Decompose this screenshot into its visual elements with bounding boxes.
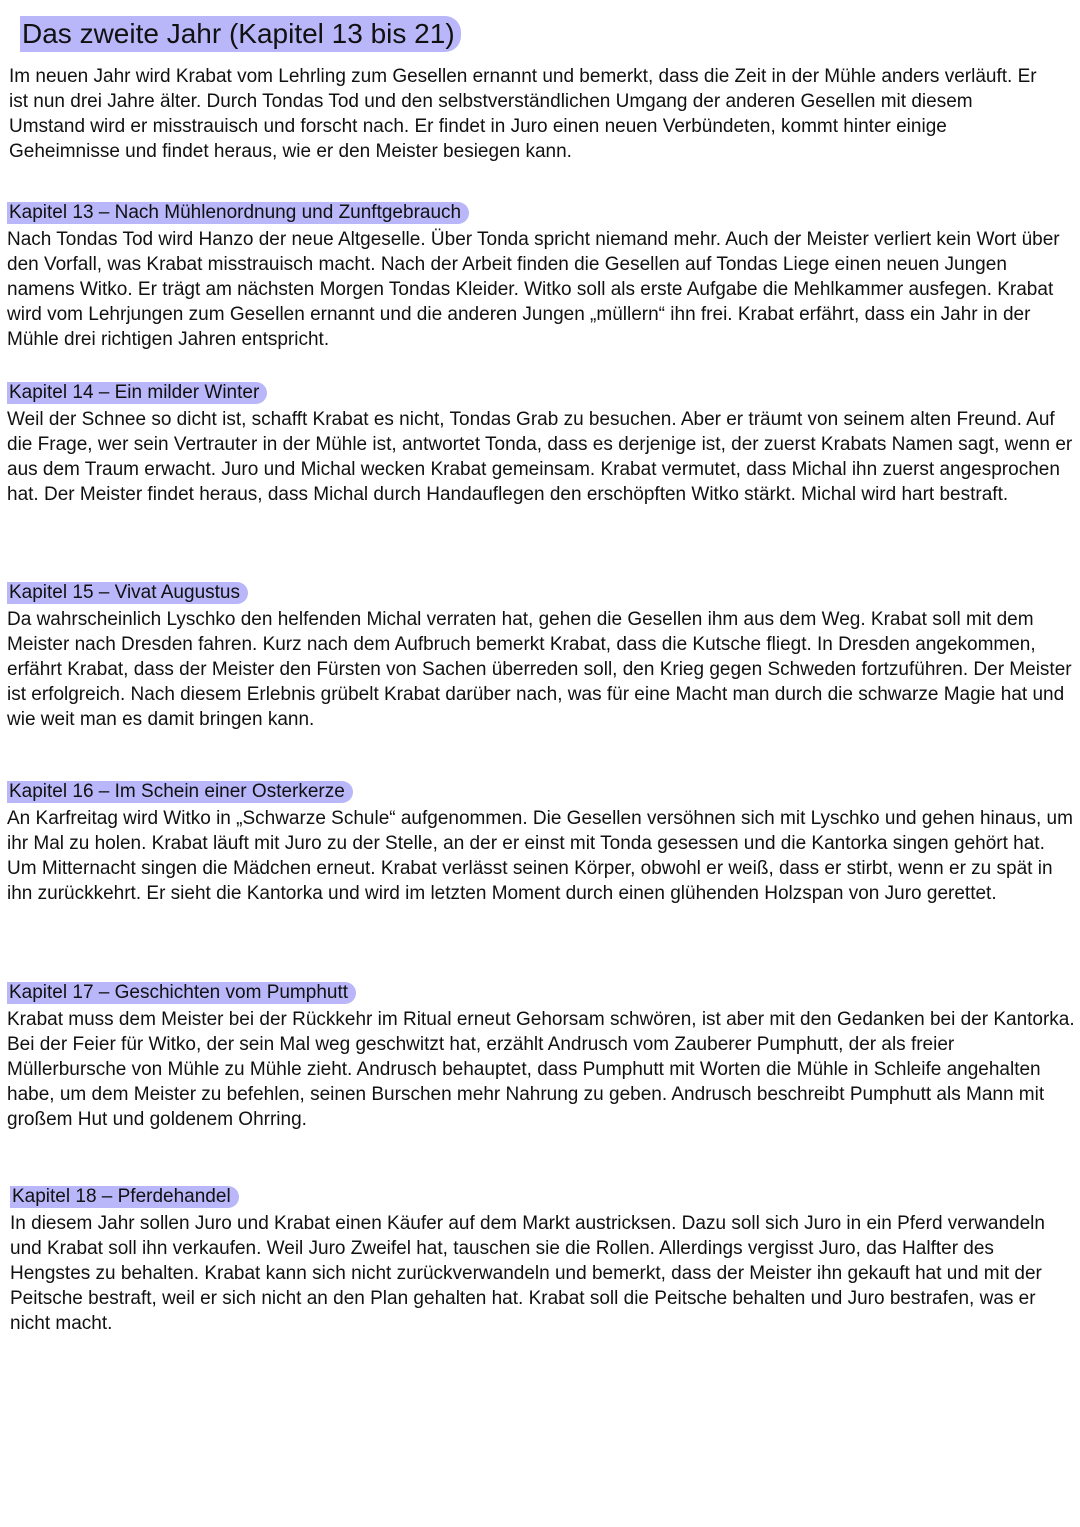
chapter-16-text: An Karfreitag wird Witko in „Schwarze Schule“ aufgenommen. Die Gesellen versöhnen sich mit Lyschko und gehen hinaus, um ihr Mal zu holen. Krabat läuft mit Juro zu der Stelle, an der er einst mit Tonda gesessen und die Kantorka singen gehört hat. Um Mitternacht singen die Mädchen erneut. Krabat verlässt seinen Körper, obwohl er weiß, dass er stirbt, wenn er zu spät in ihn zurückkehrt. Er sieht die Kantorka und wird im letzten Moment durch einen glühenden Holzspan von Juro gerettet. (7, 808, 1073, 904)
chapter-16-section (7, 781, 1075, 906)
chapter-13-title: Kapitel 13 – Nach Mühlenordnung und Zunftgebrauch (7, 202, 469, 224)
chapter-13-text: Nach Tondas Tod wird Hanzo der neue Altgeselle. Über Tonda spricht niemand mehr. Auch der Meister verliert kein Wort über den Vorfall, was Krabat misstrauisch macht. Nach der Arbeit finden die Gesellen auf Tondas Liege einen neuen Jungen namens Witko. Er trägt am nächsten Morgen Tondas Kleider. Witko soll als erste Aufgabe die Mehlkammer ausfegen. Krabat wird vom Lehrjungen zum Gesellen ernannt und die anderen Jungen „müllern“ ihn frei. Krabat erfährt, dass ein Jahr in der Mühle drei richtigen Jahren entspricht. (7, 229, 1060, 350)
chapter-18-section (10, 1186, 1060, 1336)
page-title: Das zweite Jahr (Kapitel 13 bis 21) (20, 16, 461, 52)
chapter-18-title: Kapitel 18 – Pferdehandel (10, 1186, 239, 1208)
chapter-17-section (7, 982, 1075, 1132)
chapter-14-title: Kapitel 14 – Ein milder Winter (7, 382, 267, 404)
chapter-15-section (7, 582, 1075, 732)
chapter-14-section (7, 382, 1075, 507)
chapter-13-section (7, 202, 1075, 352)
chapter-15-text: Da wahrscheinlich Lyschko den helfenden Michal verraten hat, gehen die Gesellen ihm aus dem Weg. Krabat soll mit dem Meister nach Dresden fahren. Kurz nach dem Aufbruch bemerkt Krabat, dass die Kutsche fliegt. In Dresden angekommen, erfährt Krabat, dass der Meister den Fürsten von Sachen überreden soll, den Krieg gegen Schweden fortzuführen. Der Meister ist erfolgreich. Nach diesem Erlebnis grübelt Krabat darüber nach, was für eine Macht man durch die schwarze Magie hat und wie weit man es damit bringen kann. (7, 609, 1072, 730)
chapter-17-text: Krabat muss dem Meister bei der Rückkehr im Ritual erneut Gehorsam schwören, ist aber mit den Gedanken bei der Kantorka. Bei der Feier für Witko, der sein Mal weg geschwitzt hat, erzählt Andrusch vom Zauberer Pumphutt, der als freier Müllerbursche von Mühle zu Mühle zieht. Andrusch behauptet, dass Pumphutt mit Worten die Mühle in Schleife angehalten habe, um dem Meister zu befehlen, seinen Burschen mehr Nahrung zu geben. Andrusch beschreibt Pumphutt als Mann mit großem Hut und goldenem Ohrring. (7, 1009, 1075, 1130)
chapter-14-text: Weil der Schnee so dicht ist, schafft Krabat es nicht, Tondas Grab zu besuchen. Aber er träumt von seinem alten Freund. Auf die Frage, wer sein Vertrauter in der Mühle ist, antwortet Tonda, dass es derjenige ist, der zuerst Krabats Namen sagt, wenn er aus dem Traum erwacht. Juro und Michal wecken Krabat gemeinsam. Krabat vermutet, dass Michal ihn zuerst angesprochen hat. Der Meister findet heraus, dass Michal durch Handauflegen den erschöpften Witko stärkt. Michal wird hart bestraft. (7, 409, 1073, 505)
chapter-16-title: Kapitel 16 – Im Schein einer Osterkerze (7, 781, 353, 803)
chapter-17-title: Kapitel 17 – Geschichten vom Pumphutt (7, 982, 356, 1004)
intro-paragraph: Im neuen Jahr wird Krabat vom Lehrling zum Gesellen ernannt und bemerkt, dass die Zeit in der Mühle anders verläuft. Er ist nun drei Jahre älter. Durch Tondas Tod und den selbstverständlichen Umgang der anderen Gesellen mit diesem Umstand wird er misstrauisch und forscht nach. Er findet in Juro einen neuen Verbündeten, kommt hinter einige Geheimnisse und findet heraus, wie er den Meister besiegen kann. (9, 66, 1037, 162)
chapter-15-title: Kapitel 15 – Vivat Augustus (7, 582, 248, 604)
chapter-18-text: In diesem Jahr sollen Juro und Krabat einen Käufer auf dem Markt austricksen. Dazu soll sich Juro in ein Pferd verwandeln und Krabat soll ihn verkaufen. Weil Juro Zweifel hat, tauschen sie die Rollen. Allerdings vergisst Juro, das Halfter des Hengstes zu behalten. Krabat kann sich nicht zurückverwandeln und bemerkt, dass der Meister ihn gekauft hat und mit der Peitsche bestraft, weil er sich nicht an den Plan gehalten hat. Krabat soll die Peitsche behalten und Juro bestrafen, was er nicht macht. (10, 1213, 1045, 1334)
